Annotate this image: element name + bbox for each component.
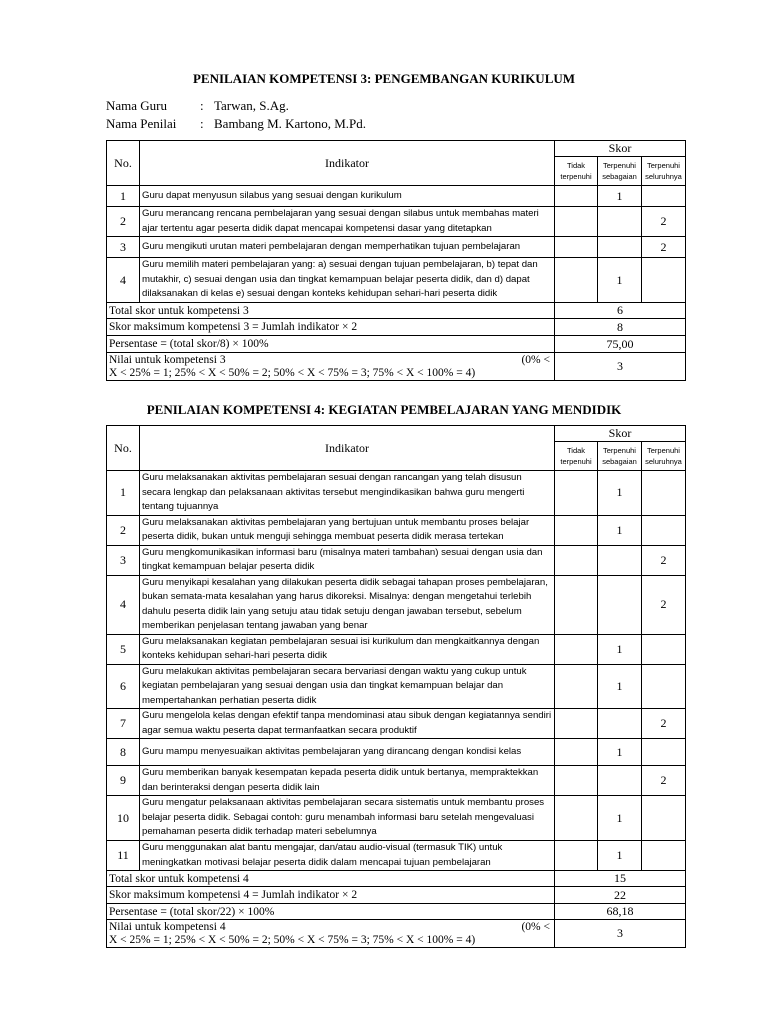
score-tidak-terpenuhi	[555, 766, 598, 796]
score-terpenuhi-sebagian: 1	[598, 739, 642, 766]
guru-label: Nama Guru	[106, 98, 168, 113]
score-tidak-terpenuhi	[555, 207, 598, 237]
table-row	[107, 664, 686, 709]
row-number: 10	[107, 796, 140, 841]
k4-max-value: 22	[555, 887, 686, 904]
k3-nilai-value: 3	[555, 353, 686, 381]
score-tidak-terpenuhi	[555, 664, 598, 709]
k3-total-value: 6	[555, 303, 686, 319]
score-tidak-terpenuhi	[555, 841, 598, 871]
row-number: 1	[107, 186, 140, 207]
guru-row	[106, 98, 289, 114]
penilai-value: Bambang M. Kartono, M.Pd.	[214, 116, 367, 131]
score-tidak-terpenuhi	[555, 258, 598, 303]
header-indikator: Indikator	[140, 141, 555, 186]
table-row	[107, 634, 686, 664]
indicator-text: Guru mengatur pelaksanaan aktivitas pembelajaran secara sistematis untuk membantu proses belajar peserta didik. Sebagai contoh: guru menambah informasi baru setelah mengevaluasi pemahaman peserta didik terhadap materi sebelumnya	[140, 796, 555, 841]
table-row	[107, 575, 686, 634]
indicator-text: Guru mengkomunikasikan informasi baru (misalnya materi tambahan) sesuai dengan usia dan tingkat kemampuan belajar peserta didik	[140, 545, 555, 575]
row-number: 5	[107, 634, 140, 664]
score-tidak-terpenuhi	[555, 186, 598, 207]
k4-total-value: 15	[555, 871, 686, 887]
score-terpenuhi-seluruhnya	[642, 796, 686, 841]
score-terpenuhi-sebagian: 1	[598, 186, 642, 207]
score-terpenuhi-seluruhnya	[642, 664, 686, 709]
row-number: 9	[107, 766, 140, 796]
header-indikator: Indikator	[140, 426, 555, 471]
k4-nilai-range-start: (0% <	[521, 920, 550, 933]
row-number: 7	[107, 709, 140, 739]
penilai-row	[106, 116, 366, 132]
score-terpenuhi-seluruhnya: 2	[642, 545, 686, 575]
header-no: No.	[107, 426, 140, 471]
k3-percentage-label: Persentase = (total skor/8) × 100%	[107, 336, 555, 353]
score-tidak-terpenuhi	[555, 545, 598, 575]
table-row	[107, 186, 686, 207]
score-terpenuhi-seluruhnya	[642, 634, 686, 664]
score-terpenuhi-sebagian: 1	[598, 796, 642, 841]
score-tidak-terpenuhi	[555, 709, 598, 739]
score-terpenuhi-sebagian	[598, 575, 642, 634]
header-skor: Skor	[555, 426, 686, 442]
k4-table	[106, 425, 686, 948]
score-terpenuhi-seluruhnya: 2	[642, 766, 686, 796]
score-tidak-terpenuhi	[555, 739, 598, 766]
score-terpenuhi-sebagian: 1	[598, 258, 642, 303]
k3-table-body	[107, 186, 686, 303]
row-number: 4	[107, 575, 140, 634]
k3-title: PENILAIAN KOMPETENSI 3: PENGEMBANGAN KURIKULUM	[192, 71, 576, 86]
score-terpenuhi-sebagian	[598, 545, 642, 575]
k4-nilai-label	[107, 920, 555, 948]
k4-total-label: Total skor untuk kompetensi 4	[107, 871, 555, 887]
table-row	[107, 471, 686, 516]
k3-nilai-title: Nilai untuk kompetensi 3	[109, 353, 226, 366]
k3-nilai-range-start: (0% <	[521, 353, 550, 366]
penilai-label: Nama Penilai	[106, 116, 177, 131]
score-terpenuhi-seluruhnya	[642, 515, 686, 545]
header-tidak-terpenuhi: Tidak terpenuhi	[555, 157, 598, 186]
k4-percentage-label: Persentase = (total skor/22) × 100%	[107, 904, 555, 920]
score-terpenuhi-seluruhnya: 2	[642, 237, 686, 258]
guru-separator: :	[200, 98, 204, 113]
row-number: 4	[107, 258, 140, 303]
guru-value: Tarwan, S.Ag.	[214, 98, 289, 113]
header-terpenuhi-seluruhnya: Terpenuhi seluruhnya	[642, 442, 686, 471]
header-terpenuhi-sebagian: Terpenuhi sebagaian	[598, 442, 642, 471]
table-row	[107, 545, 686, 575]
k3-total-label: Total skor untuk kompetensi 3	[107, 303, 555, 319]
row-number: 11	[107, 841, 140, 871]
indicator-text: Guru mengikuti urutan materi pembelajaran dengan memperhatikan tujuan pembelajaran	[140, 237, 555, 258]
row-number: 1	[107, 471, 140, 516]
row-number: 2	[107, 515, 140, 545]
indicator-text: Guru menyikapi kesalahan yang dilakukan peserta didik sebagai tahapan proses pembelajaran, bukan semata-mata kesalahan yang harus dikoreksi. Misalnya: dengan mengetahui terlebih dahulu peserta didik lain yang setuju atau tidak setuju dengan jawaban tersebut, sebelum memberikan penjelasan tentang jawaban yang benar	[140, 575, 555, 634]
table-row	[107, 796, 686, 841]
score-tidak-terpenuhi	[555, 471, 598, 516]
row-number: 3	[107, 237, 140, 258]
indicator-text: Guru memilih materi pembelajaran yang: a) sesuai dengan tujuan pembelajaran, b) tepat dan mutakhir, c) sesuai dengan usia dan tingkat kemampuan belajar peserta didik, dan d) dapat dilaksanakan di kelas e) sesuai dengan konteks kehidupan sehari-hari peserta didik	[140, 258, 555, 303]
indicator-text: Guru melakukan aktivitas pembelajaran secara bervariasi dengan waktu yang cukup untuk kegiatan pembelajaran yang sesuai dengan usia dan tingkat kemampuan belajar dan mempertahankan perhatian peserta didik	[140, 664, 555, 709]
score-terpenuhi-seluruhnya	[642, 471, 686, 516]
score-terpenuhi-sebagian	[598, 709, 642, 739]
indicator-text: Guru melaksanakan kegiatan pembelajaran sesuai isi kurikulum dan mengkaitkannya dengan konteks kehidupan sehari-hari peserta didik	[140, 634, 555, 664]
score-terpenuhi-sebagian: 1	[598, 841, 642, 871]
score-terpenuhi-sebagian	[598, 766, 642, 796]
row-number: 3	[107, 545, 140, 575]
score-terpenuhi-seluruhnya	[642, 739, 686, 766]
header-terpenuhi-sebagian: Terpenuhi sebagaian	[598, 157, 642, 186]
k3-max-label: Skor maksimum kompetensi 3 = Jumlah indikator × 2	[107, 319, 555, 336]
score-terpenuhi-seluruhnya	[642, 186, 686, 207]
score-tidak-terpenuhi	[555, 575, 598, 634]
score-tidak-terpenuhi	[555, 237, 598, 258]
score-terpenuhi-seluruhnya: 2	[642, 709, 686, 739]
score-tidak-terpenuhi	[555, 515, 598, 545]
score-terpenuhi-seluruhnya: 2	[642, 207, 686, 237]
k4-nilai-value: 3	[555, 920, 686, 948]
k4-nilai-ranges: X < 25% = 1; 25% < X < 50% = 2; 50% < X < 75% = 3; 75% < X < 100% = 4)	[109, 933, 476, 946]
k3-nilai-label	[107, 353, 555, 381]
score-terpenuhi-seluruhnya	[642, 841, 686, 871]
k3-table	[106, 140, 686, 381]
table-row	[107, 739, 686, 766]
table-row	[107, 515, 686, 545]
row-number: 8	[107, 739, 140, 766]
row-number: 2	[107, 207, 140, 237]
header-terpenuhi-seluruhnya: Terpenuhi seluruhnya	[642, 157, 686, 186]
indicator-text: Guru mampu menyesuaikan aktivitas pembelajaran yang dirancang dengan kondisi kelas	[140, 739, 555, 766]
table-row	[107, 258, 686, 303]
score-tidak-terpenuhi	[555, 634, 598, 664]
score-terpenuhi-sebagian: 1	[598, 515, 642, 545]
k3-nilai-ranges: X < 25% = 1; 25% < X < 50% = 2; 50% < X < 75% = 3; 75% < X < 100% = 4)	[109, 366, 476, 379]
score-tidak-terpenuhi	[555, 796, 598, 841]
score-terpenuhi-seluruhnya	[642, 258, 686, 303]
header-skor: Skor	[555, 141, 686, 157]
table-row	[107, 766, 686, 796]
table-row	[107, 207, 686, 237]
k3-max-value: 8	[555, 319, 686, 336]
indicator-text: Guru dapat menyusun silabus yang sesuai dengan kurikulum	[140, 186, 555, 207]
k4-percentage-value: 68,18	[555, 904, 686, 920]
k4-max-label: Skor maksimum kompetensi 4 = Jumlah indikator × 2	[107, 887, 555, 904]
table-row	[107, 841, 686, 871]
k4-table-body	[107, 471, 686, 871]
indicator-text: Guru melaksanakan aktivitas pembelajaran yang bertujuan untuk membantu proses belajar peserta didik, bukan untuk menguji sehingga membuat peserta didik merasa tertekan	[140, 515, 555, 545]
table-row	[107, 237, 686, 258]
indicator-text: Guru menggunakan alat bantu mengajar, dan/atau audio-visual (termasuk TIK) untuk meningkatkan motivasi belajar peserta didik dalam mencapai tujuan pembelajaran	[140, 841, 555, 871]
indicator-text: Guru memberikan banyak kesempatan kepada peserta didik untuk bertanya, mempraktekkan dan berinteraksi dengan peserta didik lain	[140, 766, 555, 796]
penilai-separator: :	[200, 116, 204, 131]
score-terpenuhi-sebagian: 1	[598, 471, 642, 516]
score-terpenuhi-sebagian: 1	[598, 664, 642, 709]
k4-title: PENILAIAN KOMPETENSI 4: KEGIATAN PEMBELAJARAN YANG MENDIDIK	[146, 402, 622, 417]
score-terpenuhi-sebagian: 1	[598, 634, 642, 664]
indicator-text: Guru melaksanakan aktivitas pembelajaran sesuai dengan rancangan yang telah disusun secara lengkap dan pelaksanaan aktivitas tersebut mengindikasikan bahwa guru mengerti tentang tujuannya	[140, 471, 555, 516]
indicator-text: Guru mengelola kelas dengan efektif tanpa mendominasi atau sibuk dengan kegiatannya sendiri agar semua waktu peserta dapat termanfaatkan secara produktif	[140, 709, 555, 739]
table-row	[107, 709, 686, 739]
k3-percentage-value: 75,00	[555, 336, 686, 353]
header-no: No.	[107, 141, 140, 186]
header-tidak-terpenuhi: Tidak terpenuhi	[555, 442, 598, 471]
indicator-text: Guru merancang rencana pembelajaran yang sesuai dengan silabus untuk membahas materi ajar tertentu agar peserta didik dapat mencapai kompetensi dasar yang ditetapkan	[140, 207, 555, 237]
row-number: 6	[107, 664, 140, 709]
k4-nilai-title: Nilai untuk kompetensi 4	[109, 920, 226, 933]
score-terpenuhi-seluruhnya: 2	[642, 575, 686, 634]
score-terpenuhi-sebagian	[598, 207, 642, 237]
score-terpenuhi-sebagian	[598, 237, 642, 258]
